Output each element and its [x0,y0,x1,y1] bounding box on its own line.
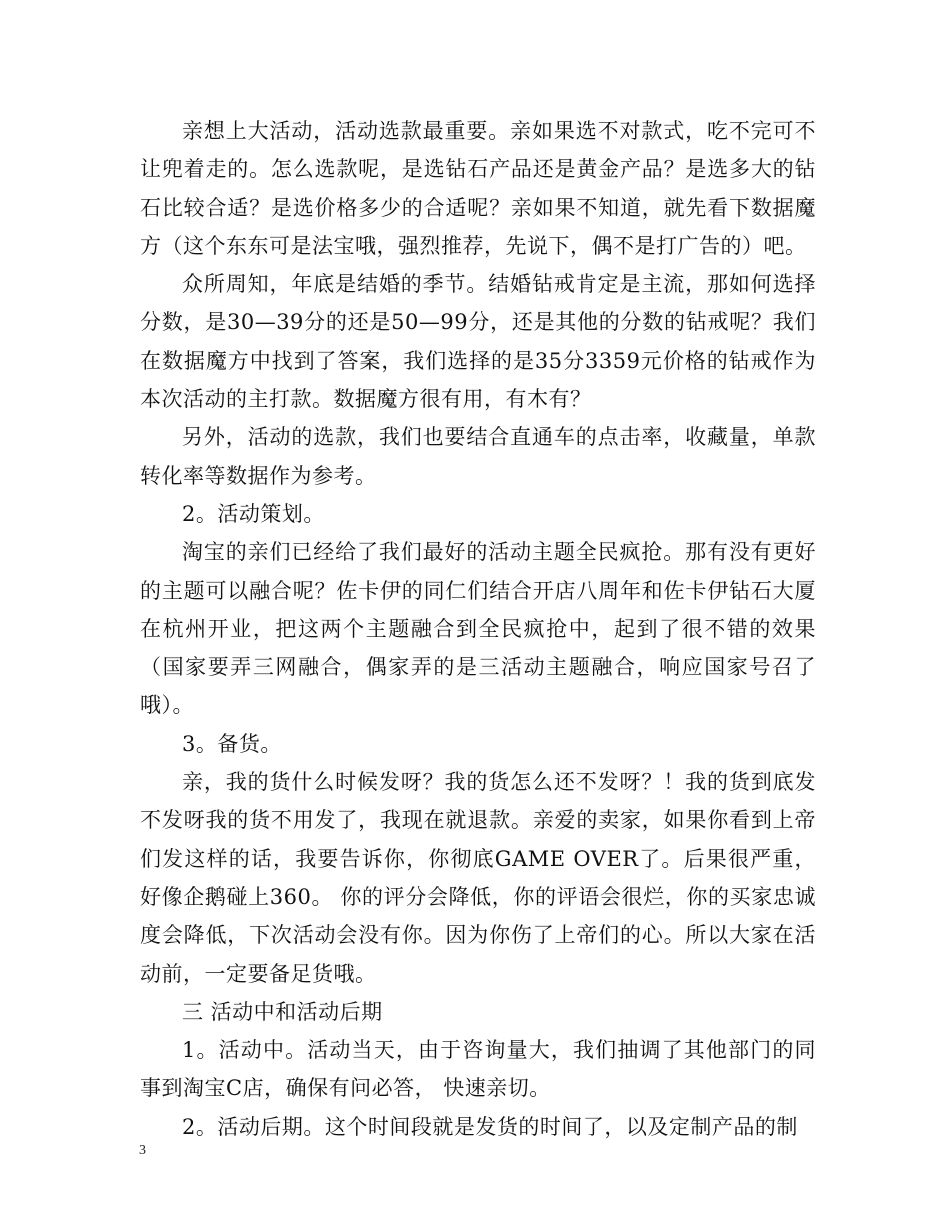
paragraph-selection-tips: 亲想上大活动，活动选款最重要。亲如果选不对款式，吃不完可不让兜着走的。怎么选款呢，是选钻石产品还是黄金产品？是选多大的钻石比较合适？是选价格多少的合适呢？亲如果不知道，就先看下数据魔方（这个东东可是法宝哦，强烈推荐，先说下，偶不是打广告的）吧。 [140,119,816,258]
paragraph-after-activity: 2。活动后期。这个时间段就是发货的时间了，以及定制产品的制 [182,1114,798,1139]
paragraph-ring-carat: 众所周知，年底是结婚的季节。结婚钻戒肯定是主流，那如何选择分数，是30—39分的还是50—99分，还是其他的分数的钻戒呢？我们在数据魔方中找到了答案，我们选择的是35分3359元价格的钻戒作为本次活动的主打款。数据魔方很有用，有木有？ [140,272,816,412]
page-number: 3 [139,1143,146,1158]
heading-activity-planning: 2。活动策划。 [182,501,325,526]
paragraph-theme-fusion: 淘宝的亲们已经给了我们最好的活动主题全民疯抢。那有没有更好的主题可以融合呢？佐卡伊的同仁们结合开店八周年和佐卡伊钻石大厦在杭州开业，把这两个主题融合到全民疯抢中，起到了很不错的效果（国家要弄三网融合，偶家弄的是三活动主题融合，响应国家号召了哦）。 [140,540,816,718]
paragraph-during-activity: 1。活动中。活动当天，由于咨询量大，我们抽调了其他部门的同事到淘宝C店，确保有问必答， 快速亲切。 [140,1038,816,1101]
paragraph-stock-warning: 亲，我的货什么时候发呀？我的货怎么还不发呀？！我的货到底发不发呀我的货不用发了，我现在就退款。亲爱的卖家，如果你看到上帝们发这样的话，我要告诉你，你彻底GAME OVER了。后果很严重，好像企鹅碰上360。 你的评分会降低，你的评语会很烂，你的买家忠诚度会降低，下次活动会没有你。因为你伤了上帝们的心。所以大家在活动前，一定要备足货哦。 [140,770,816,986]
paragraph-reference-data: 另外，活动的选款，我们也要结合直通车的点击率，收藏量，单款转化率等数据作为参考。 [140,425,816,488]
document-page [140,112,816,1146]
heading-during-after-activity: 三 活动中和活动后期 [182,999,383,1024]
heading-stock-preparation: 3。备货。 [182,731,282,756]
